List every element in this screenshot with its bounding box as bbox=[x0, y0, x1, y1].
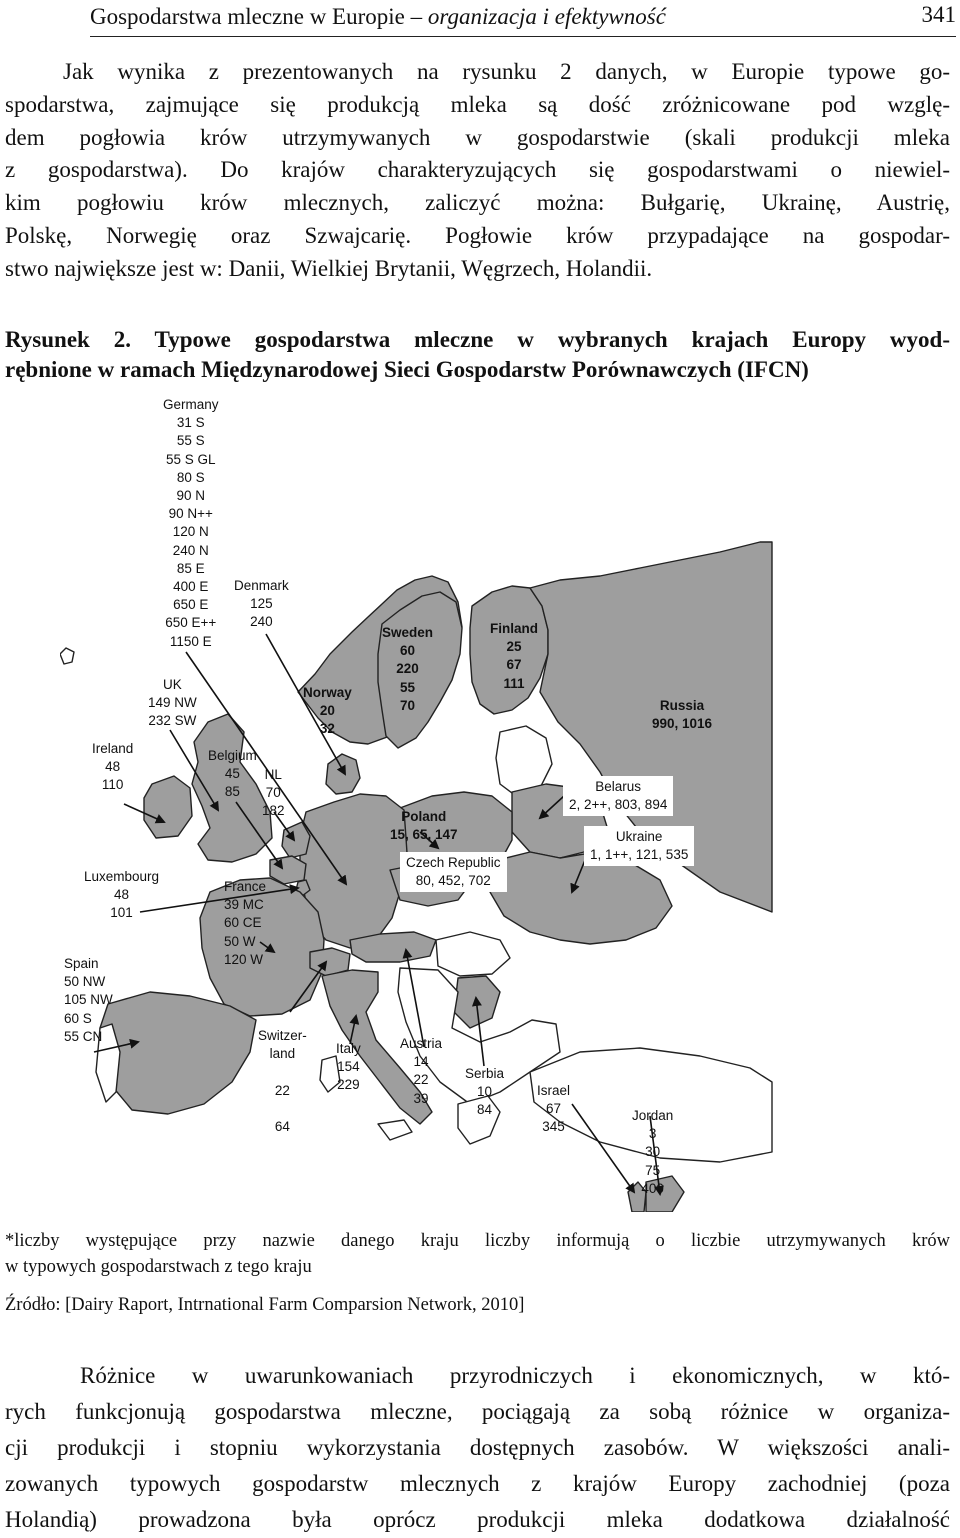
country-value: 120 N bbox=[172, 524, 209, 540]
nl-shape bbox=[282, 822, 310, 858]
paragraph-line: Polskę, Norwegię oraz Szwajcarię. Pogłowie krów przypadające na gospodar- bbox=[5, 222, 950, 248]
country-value: 31 S bbox=[176, 415, 205, 431]
paragraph-line: spodarstwa, zajmujące się produkcją mleka są dość zróżnicowane pod wzglę- bbox=[5, 91, 950, 117]
country-value: 70 bbox=[399, 697, 416, 713]
country-name: Ukraine bbox=[615, 829, 663, 844]
country-value: 50 W bbox=[224, 933, 256, 949]
country-value: 70 bbox=[265, 785, 281, 801]
country-value: 67 bbox=[506, 657, 522, 673]
label-belarus bbox=[563, 776, 673, 816]
country-value: 1, 1++, 121, 535 bbox=[590, 847, 689, 863]
footnote-line: w typowych gospodarstwach z tego kraju bbox=[5, 1257, 312, 1277]
running-title-italic: organizacja i efektywność bbox=[427, 4, 666, 29]
country-value: 67 bbox=[545, 1101, 562, 1117]
country-value: 1150 E bbox=[169, 633, 212, 649]
country-name: Italy bbox=[336, 1041, 361, 1056]
country-value: 64 bbox=[274, 1119, 290, 1135]
paragraph-line: z gospodarstwa). Do krajów charakteryzujących się gospodarstwami o niewiel- bbox=[5, 157, 950, 183]
country-value: 32 bbox=[319, 721, 335, 737]
country-name: Russia bbox=[659, 698, 705, 713]
country-value: 50 NW bbox=[64, 974, 106, 990]
label-poland bbox=[390, 808, 458, 844]
country-value: 105 NW bbox=[64, 992, 113, 1008]
country-value: 80 S bbox=[176, 469, 205, 485]
country-name: Czech Republic bbox=[406, 855, 501, 870]
country-value: 229 bbox=[337, 1077, 360, 1093]
paragraph-line: zowanych typowych gospodarstw mlecznych z krajów Europy zachodniej (poza bbox=[5, 1471, 950, 1496]
caption-line: Rysunek 2. Typowe gospodarstwa mleczne w wybranych krajach Europy wyod- bbox=[5, 327, 950, 352]
paragraph-line: kim pogłowiu krów mlecznych, zaliczyć można: Bułgarię, Ukrainę, Austrię, bbox=[5, 190, 950, 216]
country-name: Israel bbox=[537, 1083, 571, 1098]
country-name: Jordan bbox=[632, 1108, 674, 1123]
country-value: 101 bbox=[110, 905, 133, 921]
body-paragraph-1 bbox=[5, 56, 950, 286]
running-title-plain: Gospodarstwa mleczne w Europie – bbox=[90, 4, 428, 29]
country-value: 232 SW bbox=[148, 713, 197, 729]
country-value: 45 bbox=[224, 766, 240, 782]
country-value: 182 bbox=[262, 803, 285, 819]
figure-caption bbox=[5, 325, 950, 385]
country-value: 60 bbox=[399, 643, 416, 659]
label-spain bbox=[64, 955, 113, 1046]
country-value: 345 bbox=[542, 1119, 565, 1135]
country-value: 20 bbox=[319, 703, 335, 719]
running-header bbox=[90, 2, 956, 37]
country-name: NL bbox=[264, 767, 282, 782]
country-value: 22 bbox=[413, 1072, 429, 1088]
label-switzerland bbox=[258, 1009, 307, 1155]
europe-dairy-map bbox=[60, 392, 780, 1212]
country-value: 15, 65, 147 bbox=[390, 827, 458, 843]
paragraph-line: Holandią) prowadzona była oprócz produkcji mleka dodatkowa działalność bbox=[5, 1507, 950, 1532]
label-uk bbox=[148, 676, 197, 731]
denmark-shape bbox=[326, 754, 360, 794]
country-name: Switzer- land bbox=[258, 1028, 307, 1062]
country-value: 154 bbox=[337, 1059, 360, 1075]
country-value: 10 bbox=[477, 1084, 493, 1100]
footnote-line: *liczby występujące przy nazwie danego kraju liczby informują o liczbie utrzymywanych krów bbox=[5, 1231, 950, 1251]
paragraph-line: stwo największe jest w: Danii, Wielkiej Brytanii, Węgrzech, Holandii. bbox=[5, 255, 653, 281]
label-finland bbox=[490, 620, 538, 693]
country-value: 111 bbox=[503, 675, 525, 691]
country-value: 220 bbox=[396, 661, 419, 677]
country-value: 60 S bbox=[64, 1010, 92, 1026]
hungary-shape bbox=[436, 932, 510, 976]
label-france bbox=[224, 878, 266, 969]
country-value: 55 CN bbox=[64, 1028, 103, 1044]
paragraph-line: Jak wynika z prezentowanych na rysunku 2 danych, w Europie typowe go- bbox=[63, 59, 950, 84]
paragraph-line: Różnice w uwarunkowaniach przyrodniczych i ekonomicznych, w któ- bbox=[80, 1363, 950, 1388]
paragraph-line: cji produkcji i stopniu wykorzystania dostępnych zasobów. W większości anali- bbox=[5, 1435, 950, 1460]
country-value: 110 bbox=[101, 777, 124, 793]
country-value: 14 bbox=[413, 1054, 429, 1070]
paragraph-line: dem pogłowia krów utrzymywanych w gospodarstwie (skali produkcji mleka bbox=[5, 124, 950, 150]
label-serbia bbox=[465, 1065, 504, 1120]
country-value: 84 bbox=[477, 1102, 493, 1118]
label-luxembourg bbox=[84, 868, 159, 923]
country-value: 39 MC bbox=[224, 897, 264, 913]
country-value: 75 bbox=[645, 1162, 661, 1178]
figure-source: Źródło: [Dairy Raport, Intrnational Farm Comparsion Network, 2010] bbox=[5, 1295, 525, 1315]
paragraph-line: rych funkcjonują gospodarstwa mleczne, pociągają za sobą różnice w organiza- bbox=[5, 1399, 950, 1424]
country-value: 48 bbox=[105, 759, 121, 775]
caption-line: rębnione w ramach Międzynarodowej Sieci Gospodarstw Porównawczych (IFCN) bbox=[5, 357, 809, 382]
label-czech-republic bbox=[400, 852, 507, 892]
country-value: 90 N++ bbox=[168, 506, 213, 522]
country-name: UK bbox=[163, 677, 182, 692]
country-name: Luxembourg bbox=[84, 869, 160, 884]
label-ukraine bbox=[584, 826, 694, 866]
country-value: 55 bbox=[399, 679, 416, 695]
country-value: 149 NW bbox=[148, 695, 197, 711]
label-russia bbox=[652, 697, 712, 733]
label-ireland bbox=[92, 740, 133, 795]
country-name: Germany bbox=[163, 397, 219, 412]
country-value: 60 CE bbox=[224, 915, 262, 931]
country-value: 240 bbox=[250, 614, 273, 630]
page-number: 341 bbox=[921, 2, 956, 27]
label-nl bbox=[262, 766, 285, 821]
country-value: 30 bbox=[645, 1144, 661, 1160]
country-name: France bbox=[224, 879, 267, 894]
country-value: 55 S bbox=[176, 433, 205, 449]
country-value: 400 E bbox=[173, 579, 209, 595]
country-value: 48 bbox=[114, 887, 130, 903]
country-value: 2, 2++, 803, 894 bbox=[569, 797, 668, 813]
country-name: Austria bbox=[400, 1036, 443, 1051]
label-belgium bbox=[208, 747, 257, 802]
country-name: Ireland bbox=[92, 741, 134, 756]
country-name: Belgium bbox=[208, 748, 257, 763]
running-title bbox=[90, 4, 666, 30]
country-value: 400 bbox=[641, 1180, 664, 1196]
country-value: 650 E bbox=[173, 597, 209, 613]
country-name: Norway bbox=[303, 685, 352, 700]
country-name: Belarus bbox=[595, 779, 642, 794]
country-name: Spain bbox=[64, 956, 99, 971]
country-value: 990, 1016 bbox=[652, 716, 713, 732]
country-value: 22 bbox=[274, 1082, 290, 1098]
country-value: 125 bbox=[250, 596, 273, 612]
country-value: 120 W bbox=[224, 951, 264, 967]
country-value: 85 E bbox=[176, 560, 205, 576]
country-name: Serbia bbox=[465, 1066, 505, 1081]
label-germany bbox=[163, 396, 219, 651]
figure-footnote bbox=[5, 1228, 950, 1280]
country-name: Denmark bbox=[234, 578, 289, 593]
country-value: 240 N bbox=[172, 542, 209, 558]
country-value: 3 bbox=[648, 1126, 657, 1142]
label-denmark bbox=[234, 577, 289, 632]
country-value: 650 E++ bbox=[165, 615, 217, 631]
label-israel bbox=[537, 1082, 570, 1137]
label-norway bbox=[303, 684, 352, 739]
country-value: 90 N bbox=[176, 488, 206, 504]
label-sweden bbox=[382, 624, 433, 715]
spain-shape bbox=[100, 992, 256, 1114]
country-value: 80, 452, 702 bbox=[415, 873, 491, 889]
country-name: Poland bbox=[401, 809, 447, 824]
country-value: 55 S GL bbox=[166, 451, 216, 467]
label-jordan bbox=[632, 1107, 673, 1198]
country-name: Sweden bbox=[382, 625, 434, 640]
country-value: 25 bbox=[506, 639, 522, 655]
country-value: 85 bbox=[224, 784, 240, 800]
body-paragraph-2 bbox=[5, 1358, 950, 1538]
country-value: 39 bbox=[413, 1090, 429, 1106]
small-island-shape bbox=[60, 648, 74, 664]
label-austria bbox=[400, 1035, 442, 1108]
label-italy bbox=[336, 1040, 361, 1095]
country-name: Finland bbox=[490, 621, 538, 636]
ireland-shape bbox=[144, 776, 192, 838]
sicily-shape bbox=[378, 1120, 412, 1140]
